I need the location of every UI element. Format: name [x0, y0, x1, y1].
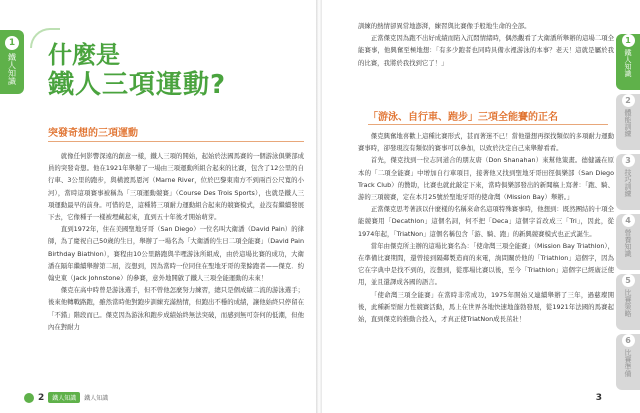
- chapter-tab-4[interactable]: [616, 214, 640, 270]
- chapter-tab-5[interactable]: [616, 274, 640, 330]
- left-footer: [24, 392, 108, 403]
- right-page: [322, 0, 640, 413]
- paragraph: 傑克在高中時曾是游泳選手，但不曾他怎麼努力練習，總只是個成績二流的游泳選手；後來他轉戰路跑，雖然當時他對跑步訓練充滿熱情，但跑出不穩的成績，讓他始終只停留在「不錯」階段而已。傑克因為游泳和跑步成績始終無法突破，而感到無可奈何的低潮，但他內在對耐力: [48, 286, 304, 331]
- section-heading-left: 突發奇想的三項運動: [48, 128, 138, 139]
- paragraph: 正當傑克思考著該以什麼樣的名稱來命名這項特殊賽事時，他想到：既然團結的十項全能競賽用「Decathlon」這個名詞，何不把「Deca」這個字首改成三「Tri」，因此，從1974年起，「TriatNon」這個名稱包含「游、騎、跑」的新興競賽模式也正式誕生。: [358, 205, 614, 238]
- chapter-tab-6[interactable]: [616, 334, 640, 390]
- chapter-tab-label: 比賽策略: [624, 289, 632, 317]
- chapter-tab-number: 4: [622, 214, 635, 227]
- chapter-tab-label: 營養知識: [624, 229, 632, 257]
- section-heading-right: 「游泳、自行車、跑步」三項全能賽的正名: [368, 112, 558, 123]
- right-intro-text: [358, 20, 614, 69]
- chapter-tab-label: 技巧訓練: [624, 169, 632, 197]
- footer-badge: 鐵人知識: [48, 392, 80, 403]
- paragraph: 直到1972年，住在美國聖地牙哥（San Diego）一位名叫大衛潘（David Pain）的律師，為了慶祝自己50歲的生日，舉辦了一場名為「大衛潘的生日二項全能賽」（David Pain Birthday Biathlon），賽程由10公里路跑與半哩游泳所組成，由於這場比賽的成功，大衛潘在隔年繼續舉辦第二屆，沒想到，因為當時一位同住在聖地牙哥的業餘跑者——傑克．約翰史東（Jack Johnstone）的參賽，意外地開啟了鐵人三項全能運動的未來！: [48, 225, 304, 283]
- paragraph: 「使命灣三項全能賽」在當時非常成功，1975年開始又連續舉辦了三年，過慈璨開後，此種新型耐力性競賽活動，馬上在世界各地快速地蓬勃發展，從1921年法國的馬賽起始，直到傑克的推動合投入，才真正使TriatNon成長茁壯！: [358, 290, 614, 324]
- chapter-title-line2: 鐵人三項運動?: [48, 70, 227, 100]
- right-body-text: [358, 130, 614, 380]
- chapter-tab-3[interactable]: [616, 154, 640, 210]
- section-rule-left: [48, 141, 304, 142]
- chapter-tab-label: 鐵人知識: [624, 49, 632, 77]
- chapter-tab-label: 鐵人知識: [7, 53, 17, 85]
- paragraph: 當年由傑克所主辦的這場比賽名為：「使命灣三項全能賽」（Mission Bay Triathlon），在準備比賽期間，還曾接到隔鄰製造商的來電，詢問關於他的「Triathlon」這個字，因為它在字典中是找不到的，沒想到，從那場比賽以後，至今「Triathlon」這個字已經廣泛使用，並且還譯成各國的語言。: [358, 241, 614, 287]
- chapter-tab-number: 6: [622, 334, 635, 347]
- chapter-tab-label: 體能訓練: [624, 109, 632, 137]
- left-page: [0, 0, 318, 413]
- section-rule-right: [368, 124, 608, 125]
- chapter-tab-left[interactable]: [0, 30, 24, 94]
- chapter-title-line1: 什麼是: [48, 41, 120, 69]
- chapter-tab-number: 3: [622, 154, 635, 167]
- page-number-left: 2: [38, 392, 45, 403]
- chapter-title: [48, 40, 226, 100]
- left-body-text: [48, 150, 304, 380]
- chapter-tab-number: 5: [622, 274, 635, 287]
- chapter-tab-number: 1: [5, 36, 19, 50]
- chapter-tab-number: 2: [622, 94, 635, 107]
- chapter-tab-1[interactable]: [616, 34, 640, 90]
- chapter-tab-number: 1: [622, 34, 635, 47]
- footer-subtitle: 鐵人知識: [84, 395, 109, 402]
- paragraph: 首先，傑克找到一位志同道合的朋友唐（Don Shanahan）來幫他策畫。德健議在原本的「二項全能賽」中增加自行車項目，接著他又找到聖地牙哥田徑俱樂部（San Diego Track Club）的贊助，比賽也就此敲定下來，當時俱樂部發出的新聞稿上寫著：「跑、騎、游的三項競賽，定在本月25號於聖地牙哥的使命灣（Mission Bay）舉辦。」: [358, 156, 614, 202]
- footer-circle-icon: [24, 393, 34, 403]
- chapter-tabs-right: [616, 30, 640, 393]
- paragraph: 訓練的熱情卻異常地澎湃，練習與比賽像手般地生命的全部。: [358, 22, 531, 30]
- chapter-tab-label: 比賽準備: [624, 349, 632, 377]
- paragraph: 就像任何影響深遠的創意一樣，鐵人三項的開始，起始於法國馬賽的一個游泳俱樂部成員的突發奇想。他在1921年舉辦了一場由三項運動所組合起來的比賽，包含了12公里的自行車、3公里的跑步，與橫渡馬恩河（Marne River，位於巴黎東南方不到兩百公尺寬的小河），當時這項賽事被稱為「三項運動競賽」（Course Des Trois Sports），也就是鐵人三項運動最早的前身。可惜的是，這種將三項耐力運動組合起來的競賽模式，並沒有繼續發展下去，它像種子一樣被埋藏起來，直到五十年後才開始萌芽。: [48, 152, 304, 222]
- paragraph: 傑克興奮地喜歡上這種比賽形式，甚而著迷不已！當他還想再探找類似的多項耐力運動賽事時，卻發現沒有類似的賽事可以參加，以致於決定自己來舉辦看看。: [358, 132, 614, 153]
- paragraph: 正當傑克因為跑不出好成績而陷入沉悶情緒時，偶然觀看了大衛潘所舉辦的這場二項全能賽事，他興奮至極地想：「有多少跑者也同時具備水裡游泳的本事？老天！這就是屬於我的比賽，我將於我找到它了！」: [358, 34, 614, 67]
- page-number-right: 3: [595, 393, 602, 403]
- chapter-tab-2[interactable]: [616, 94, 640, 150]
